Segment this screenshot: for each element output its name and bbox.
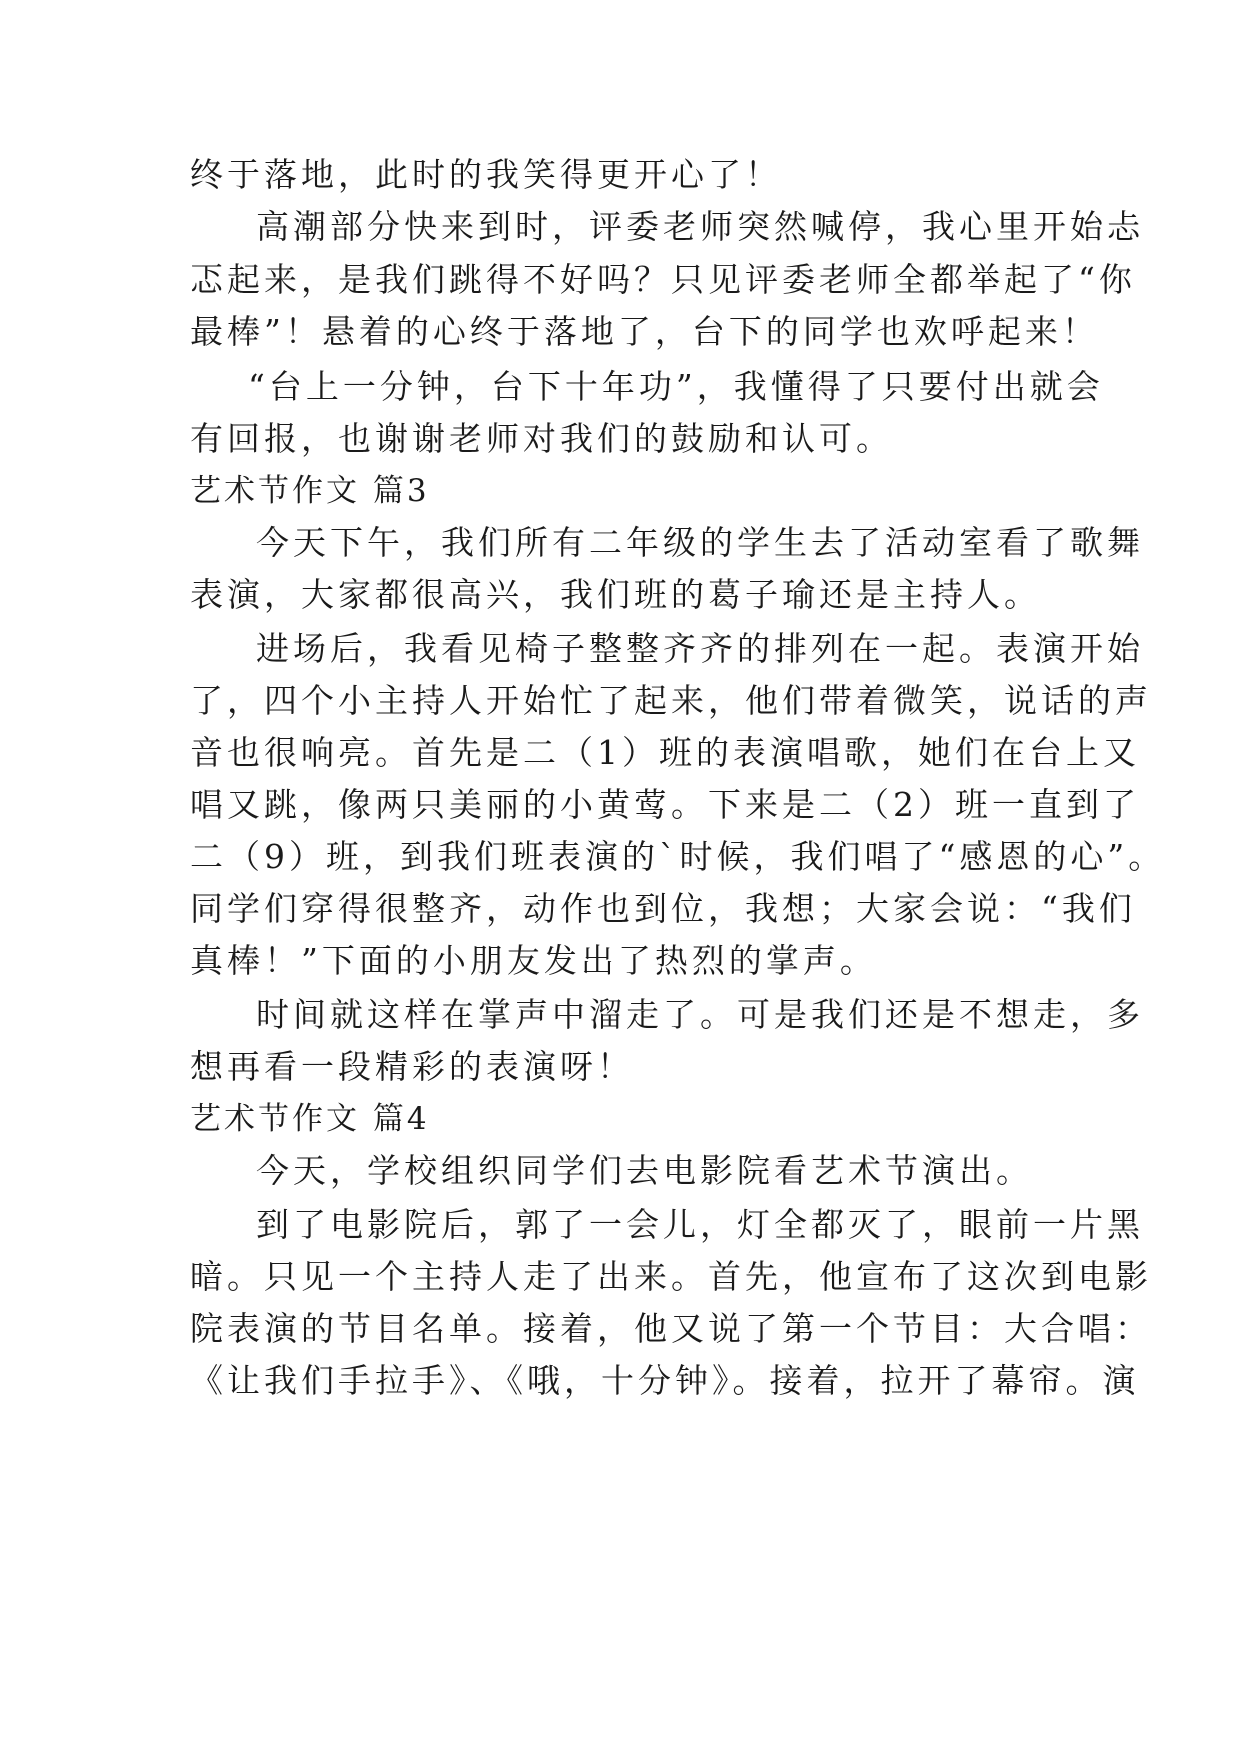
paragraph-start: “台上一分钟，台下十年功”，我懂得了只要付出就会 [248, 367, 1104, 406]
paragraph-start: 到了电影院后，郭了一会儿，灯全都灭了，眼前一片黑 [256, 1205, 1144, 1244]
text-line: 《让我们手拉手》、《哦，十分钟》。接着，拉开了幕帘。演 [190, 1361, 1140, 1400]
paragraph-start: 今天，学校组织同学们去电影院看艺术节演出。 [256, 1151, 1033, 1190]
text-line: 忑起来，是我们跳得不好吗？只见评委老师全都举起了“你 [190, 260, 1136, 299]
paragraph-start: 进场后，我看见椅子整整齐齐的排列在一起。表演开始 [256, 629, 1144, 668]
text-line: 院表演的节目名单。接着，他又说了第一个节目：大合唱： [190, 1309, 1152, 1348]
text-line: 同学们穿得很整齐，动作也到位，我想；大家会说：“我们 [190, 889, 1136, 928]
text-line: 最棒”！悬着的心终于落地了，台下的同学也欢呼起来！ [190, 312, 1099, 351]
paragraph-start: 时间就这样在掌声中溜走了。可是我们还是不想走，多 [256, 995, 1144, 1034]
text-line: 表演，大家都很高兴，我们班的葛子瑜还是主持人。 [190, 575, 1041, 614]
text-line: 想再看一段精彩的表演呀！ [190, 1047, 634, 1086]
text-line: 二（9）班，到我们班表演的`时候，我们唱了“感恩的心”。 [190, 837, 1166, 876]
text-line: 音也很响亮。首先是二（1）班的表演唱歌，她们在台上又 [190, 733, 1140, 772]
paragraph-start: 今天下午，我们所有二年级的学生去了活动室看了歌舞 [256, 523, 1144, 562]
text-line: 真棒！”下面的小朋友发出了热烈的掌声。 [190, 941, 877, 980]
text-line: 暗。只见一个主持人走了出来。首先，他宣布了这次到电影 [190, 1257, 1152, 1296]
text-line: 了，四个小主持人开始忙了起来，他们带着微笑，说话的声 [190, 681, 1152, 720]
text-line: 终于落地，此时的我笑得更开心了！ [190, 155, 782, 194]
section-heading: 艺术节作文 篇3 [190, 473, 430, 509]
section-heading: 艺术节作文 篇4 [190, 1101, 430, 1137]
text-line: 有回报，也谢谢老师对我们的鼓励和认可。 [190, 419, 893, 458]
paragraph-start: 高潮部分快来到时，评委老师突然喊停，我心里开始忐 [256, 207, 1144, 246]
text-line: 唱又跳，像两只美丽的小黄莺。下来是二（2）班一直到了 [190, 785, 1140, 824]
